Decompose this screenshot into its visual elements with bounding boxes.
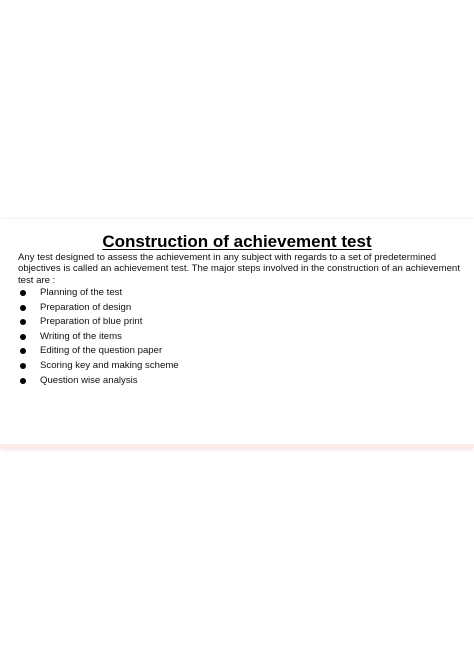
bullet-icon — [20, 305, 26, 311]
list-item — [18, 374, 179, 389]
bullet-icon — [20, 378, 26, 384]
list-item-label: Writing of the items — [40, 330, 122, 342]
list-item-label: Preparation of design — [40, 301, 132, 313]
list-item-label: Scoring key and making scheme — [40, 359, 179, 371]
bullet-icon — [20, 319, 26, 325]
list-item — [18, 359, 179, 374]
intro-paragraph: Any test designed to assess the achievement in any subject with regards to a set of predetermined objectives is called an achievement test. The major steps involved in the construction of an achievement test are : — [18, 252, 460, 286]
list-item — [18, 301, 179, 316]
bullet-icon — [20, 363, 26, 369]
page-bottom-edge — [0, 444, 474, 448]
bullet-icon — [20, 290, 26, 296]
list-item-label: Editing of the question paper — [40, 345, 163, 357]
list-item — [18, 286, 179, 301]
list-item — [18, 315, 179, 330]
list-item-label: Planning of the test — [40, 287, 123, 298]
steps-list — [18, 286, 179, 388]
list-item-label: Preparation of blue print — [40, 316, 143, 328]
page-title: Construction of achievement test — [102, 232, 372, 251]
bullet-icon — [20, 334, 26, 340]
list-item — [18, 330, 179, 345]
list-item — [18, 344, 179, 359]
list-item-label: Question wise analysis — [40, 374, 138, 386]
bullet-icon — [20, 348, 26, 354]
